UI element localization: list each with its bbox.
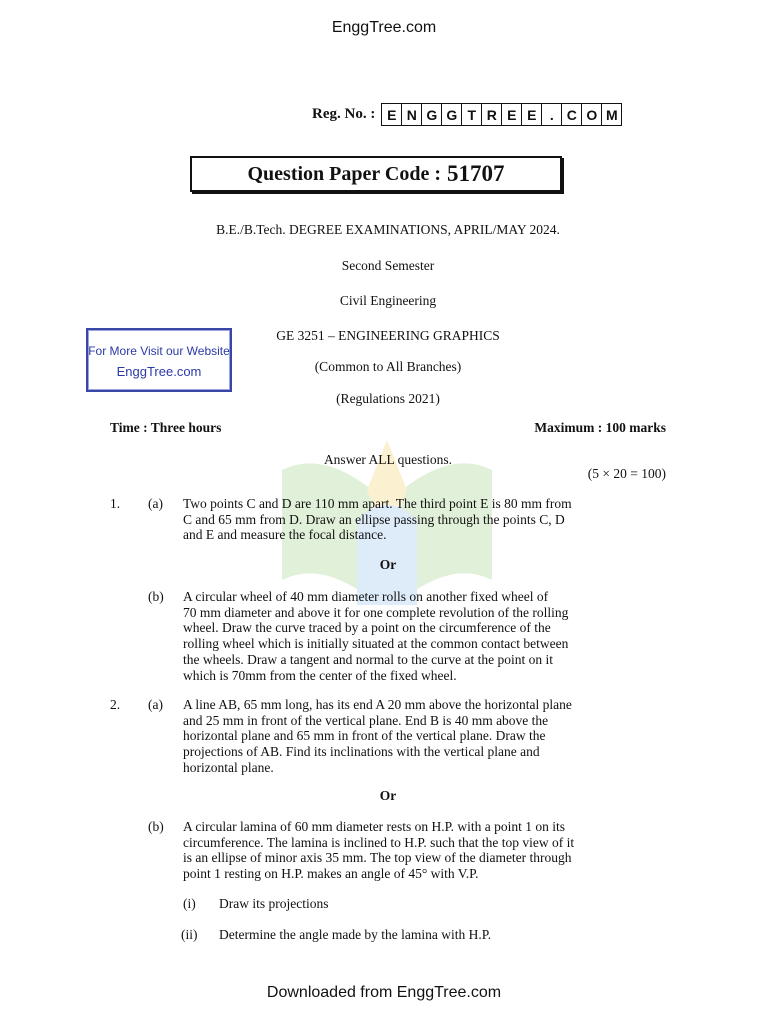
reg-char: G xyxy=(442,104,462,125)
marks-formula: (5 × 20 = 100) xyxy=(587,466,666,481)
text-line: projections of AB. Find its inclinations with the vertical plane and xyxy=(183,744,540,760)
question-1a-text xyxy=(183,496,667,543)
reg-label: Reg. No. : xyxy=(312,106,376,122)
or-divider: Or xyxy=(379,788,397,803)
regulations: (Regulations 2021) xyxy=(336,391,440,406)
question-2a-label: (a) xyxy=(148,697,163,712)
text-line: and 25 mm in front of the vertical plane. End B is 40 mm above the xyxy=(183,712,549,728)
text-line: horizontal plane. xyxy=(183,759,274,775)
reg-char: O xyxy=(582,104,602,125)
sub-question-ii-label: (ii) xyxy=(181,927,198,942)
question-2b-text xyxy=(183,819,667,882)
header-site-text: EnggTree.com xyxy=(331,19,437,36)
website-promo-box[interactable] xyxy=(86,328,232,392)
question-2-number: 2. xyxy=(110,697,121,712)
sub-question-i-text: Draw its projections xyxy=(219,896,329,911)
exam-title: B.E./B.Tech. DEGREE EXAMINATIONS, APRIL/MAY 2024. xyxy=(216,222,560,237)
text-line: and E and measure the focal distance. xyxy=(183,527,387,543)
department: Civil Engineering xyxy=(339,293,437,308)
reg-boxes xyxy=(381,103,622,126)
text-line: point 1 resting on H.P. makes an angle of 45° with V.P. xyxy=(183,866,479,882)
question-1-number: 1. xyxy=(110,496,121,511)
promo-line-1: For More Visit our Website xyxy=(88,344,230,358)
common-branches: (Common to All Branches) xyxy=(314,359,462,374)
instruction: Answer ALL questions. xyxy=(323,452,453,467)
course-title: GE 3251 – ENGINEERING GRAPHICS xyxy=(276,328,500,343)
question-2a-text xyxy=(183,697,667,776)
text-line: is an ellipse of minor axis 35 mm. The top view of the diameter through xyxy=(183,850,572,866)
paper-code-label: Question Paper Code : xyxy=(247,162,441,185)
footer-download-text: Downloaded from EnggTree.com xyxy=(266,984,502,1001)
reg-char: . xyxy=(542,104,562,125)
paper-code: 51707 xyxy=(447,161,505,186)
text-line: 70 mm diameter and above it for one complete revolution of the rolling xyxy=(183,604,569,620)
question-2b-label: (b) xyxy=(148,819,164,834)
registration-number xyxy=(312,103,622,126)
reg-char: E xyxy=(522,104,542,125)
promo-link[interactable]: EnggTree.com xyxy=(116,364,202,379)
maximum-marks: Maximum : 100 marks xyxy=(534,420,666,435)
text-line: A circular wheel of 40 mm diameter rolls on another fixed wheel of xyxy=(183,589,549,604)
reg-char: R xyxy=(482,104,502,125)
question-paper-code-box xyxy=(190,156,562,192)
text-line: A line AB, 65 mm long, has its end A 20 mm above the horizontal plane xyxy=(183,697,572,712)
text-line: which is 70mm from the center of the fixed wheel. xyxy=(183,667,457,683)
sub-question-i-label: (i) xyxy=(183,896,196,911)
text-line: A circular lamina of 60 mm diameter rests on H.P. with a point 1 on its xyxy=(183,819,566,834)
reg-char: M xyxy=(605,106,618,123)
text-line: horizontal plane and 65 mm in front of the vertical plane. Draw the xyxy=(183,728,546,744)
reg-char: G xyxy=(422,104,442,125)
reg-char: T xyxy=(462,104,482,125)
reg-char: E xyxy=(502,104,522,125)
text-line: rolling wheel which is initially situated at the common contact between xyxy=(183,636,569,652)
question-1b-label: (b) xyxy=(148,589,164,604)
question-1a-label: (a) xyxy=(148,496,163,511)
text-line: the wheels. Draw a tangent and normal to the curve at the point on it xyxy=(183,651,554,667)
exam-duration: Time : Three hours xyxy=(110,420,222,435)
sub-question-ii-text: Determine the angle made by the lamina with H.P. xyxy=(219,927,492,942)
reg-char: E xyxy=(382,104,402,125)
reg-char: C xyxy=(562,104,582,125)
semester: Second Semester xyxy=(341,258,435,273)
text-line: wheel. Draw the curve traced by a point on the circumference of the xyxy=(183,620,551,636)
question-1b-text xyxy=(183,589,667,683)
reg-char: N xyxy=(402,104,422,125)
text-line: circumference. The lamina is inclined to H.P. such that the top view of it xyxy=(183,834,575,850)
text-line: Two points C and D are 110 mm apart. The third point E is 80 mm from xyxy=(183,496,572,511)
or-divider: Or xyxy=(379,557,397,572)
text-line: C and 65 mm from D. Draw an ellipse passing through the points C, D xyxy=(183,511,565,527)
